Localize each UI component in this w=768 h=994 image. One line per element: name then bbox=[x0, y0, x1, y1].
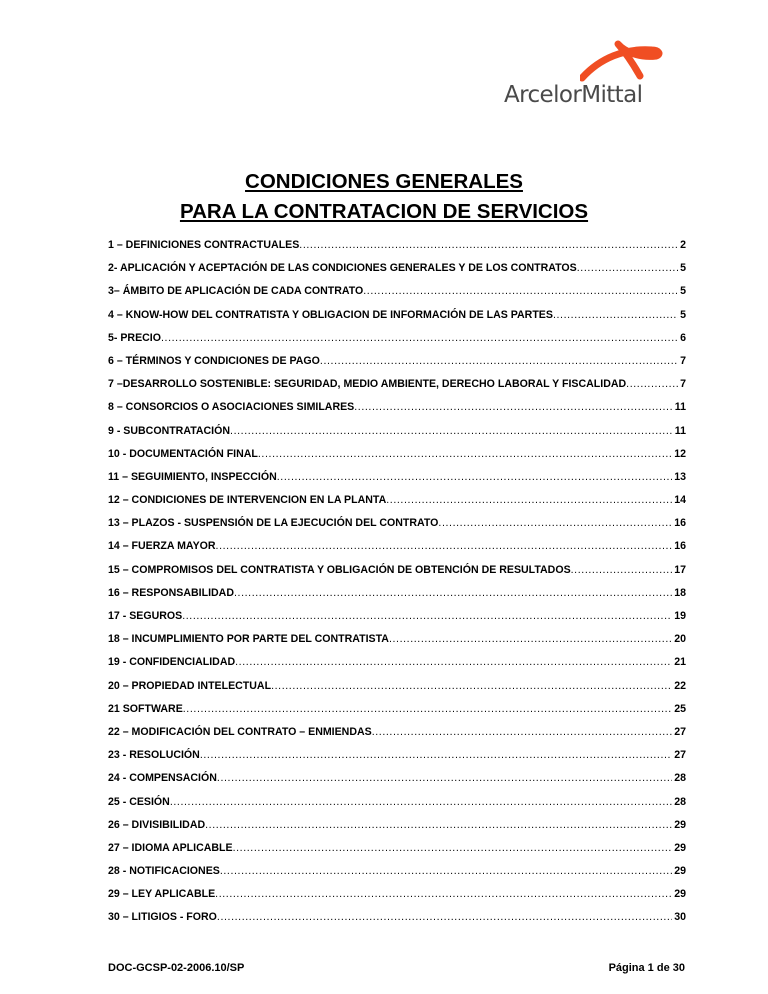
toc-entry-title: 22 – MODIFICACIÓN DEL CONTRATO – ENMIENDAS bbox=[108, 725, 372, 738]
toc-leader-dots bbox=[220, 865, 672, 877]
toc-entry-page: 16 bbox=[674, 540, 686, 553]
toc-leader-dots bbox=[372, 726, 673, 738]
toc-entry-title: 13 – PLAZOS - SUSPENSIÓN DE LA EJECUCIÓN DEL CONTRATO bbox=[108, 517, 439, 530]
toc-entry-page: 12 bbox=[674, 447, 686, 460]
toc-entry-page: 7 bbox=[680, 378, 686, 391]
toc-leader-dots bbox=[389, 633, 672, 645]
toc-entry-page: 16 bbox=[674, 517, 686, 530]
toc-entry-title: 6 – TÉRMINOS Y CONDICIONES DE PAGO bbox=[108, 354, 320, 367]
toc-entry-page: 7 bbox=[680, 354, 686, 367]
toc-entry[interactable] bbox=[108, 262, 686, 285]
toc-entry[interactable] bbox=[108, 540, 686, 563]
toc-entry-title: 23 - RESOLUCIÓN bbox=[108, 749, 200, 762]
toc-leader-dots bbox=[215, 888, 672, 900]
toc-entry-page: 28 bbox=[674, 772, 686, 785]
toc-entry-title: 12 – CONDICIONES DE INTERVENCION EN LA PLANTA bbox=[108, 494, 387, 507]
toc-entry-page: 11 bbox=[674, 424, 686, 437]
toc-entry-title: 9 - SUBCONTRATACIÓN bbox=[108, 424, 231, 437]
document-title-line-2: PARA LA CONTRATACION DE SERVICIOS bbox=[179, 200, 589, 223]
toc-leader-dots bbox=[386, 494, 672, 506]
toc-entry[interactable] bbox=[108, 517, 686, 540]
toc-leader-dots bbox=[235, 656, 672, 668]
toc-entry-title: 16 – RESPONSABILIDAD bbox=[108, 586, 234, 599]
toc-entry[interactable] bbox=[108, 309, 686, 332]
toc-entry[interactable] bbox=[108, 425, 686, 448]
toc-entry[interactable] bbox=[108, 239, 686, 262]
toc-entry-page: 13 bbox=[674, 470, 686, 483]
toc-leader-dots bbox=[438, 517, 672, 529]
toc-leader-dots bbox=[200, 749, 672, 761]
toc-entry[interactable] bbox=[108, 633, 686, 656]
toc-leader-dots bbox=[205, 819, 672, 831]
toc-leader-dots bbox=[161, 332, 678, 344]
toc-leader-dots bbox=[354, 401, 673, 413]
toc-entry-page: 29 bbox=[674, 841, 686, 854]
toc-entry-page: 19 bbox=[674, 610, 686, 622]
toc-entry-title: 15 – COMPROMISOS DEL CONTRATISTA Y OBLIGACIÓN DE OBTENCIÓN DE RESULTADOS bbox=[108, 563, 571, 576]
toc-entry[interactable] bbox=[108, 378, 686, 401]
toc-entry-page: 6 bbox=[680, 331, 686, 344]
toc-entry[interactable] bbox=[108, 842, 686, 865]
toc-entry-title: 1 – DEFINICIONES CONTRACTUALES bbox=[108, 239, 300, 251]
toc-entry-title: 24 - COMPENSACIÓN bbox=[108, 772, 217, 785]
toc-entry-page: 22 bbox=[674, 679, 686, 692]
toc-leader-dots bbox=[299, 239, 678, 251]
toc-entry[interactable] bbox=[108, 587, 686, 610]
toc-entry-title: 27 – IDIOMA APLICABLE bbox=[108, 841, 233, 854]
toc-leader-dots bbox=[230, 425, 673, 437]
toc-entry-title: 21 SOFTWARE bbox=[108, 702, 183, 715]
toc-leader-dots bbox=[234, 587, 672, 599]
toc-entry[interactable] bbox=[108, 355, 686, 378]
toc-entry-title: 28 - NOTIFICACIONES bbox=[108, 865, 220, 878]
toc-entry-title: 5- PRECIO bbox=[108, 331, 161, 344]
toc-entry-title: 17 - SEGUROS bbox=[108, 610, 183, 622]
toc-entry-page: 29 bbox=[674, 865, 686, 878]
toc-entry[interactable] bbox=[108, 749, 686, 772]
toc-entry-page: 25 bbox=[674, 702, 686, 715]
toc-entry-title: 19 - CONFIDENCIALIDAD bbox=[108, 656, 236, 669]
toc-entry[interactable] bbox=[108, 703, 686, 726]
toc-leader-dots bbox=[626, 378, 678, 390]
table-of-contents bbox=[108, 239, 686, 935]
toc-entry-page: 27 bbox=[674, 749, 686, 762]
toc-entry[interactable] bbox=[108, 564, 686, 587]
toc-leader-dots bbox=[217, 772, 672, 784]
toc-entry[interactable] bbox=[108, 656, 686, 679]
toc-entry-page: 18 bbox=[674, 586, 686, 599]
toc-entry-page: 17 bbox=[674, 563, 686, 576]
toc-entry[interactable] bbox=[108, 796, 686, 819]
toc-entry-title: 30 – LITIGIOS - FORO bbox=[108, 911, 217, 924]
logo-swoosh-icon bbox=[580, 38, 665, 83]
toc-leader-dots bbox=[577, 262, 678, 274]
toc-entry-page: 29 bbox=[674, 818, 686, 831]
toc-entry-page: 14 bbox=[674, 494, 686, 507]
toc-entry-title: 2- APLICACIÓN Y ACEPTACIÓN DE LAS CONDICIONES GENERALES Y DE LOS CONTRATOS bbox=[108, 262, 577, 275]
toc-leader-dots bbox=[217, 911, 672, 923]
toc-leader-dots bbox=[216, 540, 673, 552]
arcelormittal-logo bbox=[500, 38, 665, 108]
page-number: Página 1 de 30 bbox=[608, 962, 685, 974]
toc-entry[interactable] bbox=[108, 819, 686, 842]
toc-entry-page: 5 bbox=[680, 285, 686, 298]
toc-entry-page: 27 bbox=[674, 725, 686, 738]
toc-entry[interactable] bbox=[108, 285, 686, 308]
toc-entry-page: 2 bbox=[680, 239, 686, 251]
toc-leader-dots bbox=[320, 355, 678, 367]
toc-entry-title: 8 – CONSORCIOS O ASOCIACIONES SIMILARES bbox=[108, 401, 355, 414]
toc-entry[interactable] bbox=[108, 401, 686, 424]
toc-entry-page: 20 bbox=[674, 633, 686, 646]
document-title-line-1: CONDICIONES GENERALES bbox=[245, 170, 523, 193]
toc-entry[interactable] bbox=[108, 888, 686, 911]
toc-leader-dots bbox=[571, 564, 673, 576]
toc-entry[interactable] bbox=[108, 471, 686, 494]
toc-entry-title: 10 - DOCUMENTACIÓN FINAL bbox=[108, 447, 258, 460]
toc-entry[interactable] bbox=[108, 610, 686, 633]
toc-entry[interactable] bbox=[108, 911, 686, 934]
toc-leader-dots bbox=[170, 796, 672, 808]
toc-entry[interactable] bbox=[108, 726, 686, 749]
toc-entry-page: 28 bbox=[674, 795, 686, 808]
toc-entry-title: 14 – FUERZA MAYOR bbox=[108, 540, 216, 553]
toc-leader-dots bbox=[277, 471, 672, 483]
toc-leader-dots bbox=[233, 842, 673, 854]
toc-entry[interactable] bbox=[108, 494, 686, 517]
toc-entry-title: 11 – SEGUIMIENTO, INSPECCIÓN bbox=[108, 470, 277, 483]
toc-entry-page: 5 bbox=[680, 308, 686, 321]
toc-leader-dots bbox=[183, 703, 672, 715]
toc-entry-title: 4 – KNOW-HOW DEL CONTRATISTA Y OBLIGACION DE INFORMACIÓN DE LAS PARTES bbox=[108, 308, 553, 321]
toc-entry-page: 11 bbox=[674, 401, 686, 414]
toc-entry[interactable] bbox=[108, 865, 686, 888]
toc-entry[interactable] bbox=[108, 448, 686, 471]
toc-entry-title: 20 – PROPIEDAD INTELECTUAL bbox=[108, 679, 272, 692]
toc-entry[interactable] bbox=[108, 772, 686, 795]
toc-entry-title: 29 – LEY APLICABLE bbox=[108, 888, 216, 901]
toc-leader-dots bbox=[553, 309, 678, 321]
logo-text: ArcelorMittal bbox=[504, 82, 643, 108]
toc-leader-dots bbox=[271, 680, 672, 692]
toc-entry-title: 7 –DESARROLLO SOSTENIBLE: SEGURIDAD, MEDIO AMBIENTE, DERECHO LABORAL Y FISCALIDAD bbox=[108, 378, 627, 391]
toc-entry-title: 18 – INCUMPLIMIENTO POR PARTE DEL CONTRATISTA bbox=[108, 633, 389, 646]
toc-entry-page: 21 bbox=[674, 656, 686, 669]
toc-entry[interactable] bbox=[108, 680, 686, 703]
toc-leader-dots bbox=[258, 448, 672, 460]
toc-entry[interactable] bbox=[108, 332, 686, 355]
toc-leader-dots bbox=[363, 285, 678, 297]
toc-entry-page: 29 bbox=[674, 888, 686, 901]
toc-leader-dots bbox=[182, 610, 672, 622]
document-code: DOC-GCSP-02-2006.10/SP bbox=[108, 962, 245, 974]
toc-entry-page: 5 bbox=[680, 262, 686, 275]
toc-entry-title: 3– ÁMBITO DE APLICACIÓN DE CADA CONTRATO bbox=[108, 285, 364, 298]
toc-entry-page: 30 bbox=[674, 911, 686, 924]
toc-entry-title: 25 - CESIÓN bbox=[108, 795, 170, 808]
toc-entry-title: 26 – DIVISIBILIDAD bbox=[108, 818, 206, 831]
